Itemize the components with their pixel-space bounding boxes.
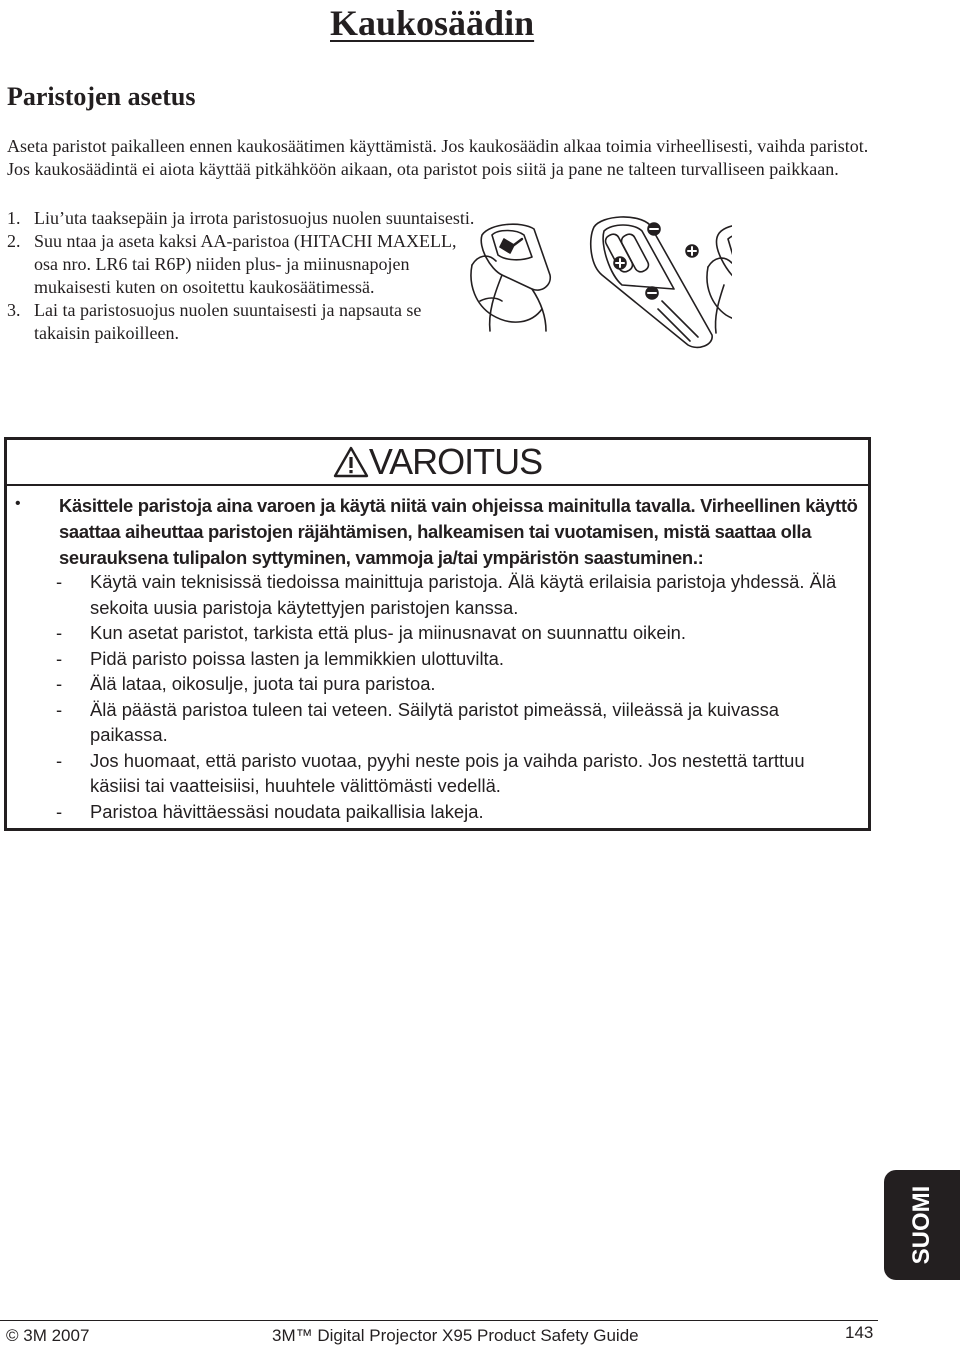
warning-list-item (53, 646, 853, 672)
step-item (7, 207, 477, 230)
warning-list-item (53, 697, 853, 748)
warning-item-text: Pidä paristo poissa lasten ja lemmikkien ulottuvilta. (90, 647, 504, 669)
warning-list-item (53, 620, 853, 646)
dash-marker: - (56, 647, 63, 669)
section-heading: Paristojen asetus (7, 82, 196, 111)
step1-hand-remote (471, 224, 550, 331)
warning-item-text: Jos huomaat, että paristo vuotaa, pyyhi neste pois ja vaihda paristo. Jos nestettä tarttuu käsiisi tai vaatteisiisi, huuhtele välittömästi vedellä. (90, 749, 805, 796)
dash-marker: - (56, 698, 63, 720)
step-number: 3. (7, 300, 21, 320)
warning-item-text: Paristoa hävittäessäsi noudata paikallisia lakeja. (90, 800, 484, 822)
warning-item-text: Älä päästä paristoa tuleen tai veteen. Säilytä paristot pimeässä, viileässä ja kuivassa paikassa. (90, 698, 780, 745)
step-text: Suu ntaa ja aseta kaksi AA-paristoa (HITACHI MAXELL, osa nro. LR6 tai R6P) niiden plus- ja miinusnapojen mukaisesti kuten on osoitettu kaukosäätimessä. (34, 231, 457, 297)
intro-paragraph: Aseta paristot paikalleen ennen kaukosäätimen käyttämistä. Jos kaukosäädin alkaa toimia virheellisesti, vaihda paristot. Jos kaukosäädintä ei aiota käyttää pitkähköön aikaan, ota paristot pois siitä ja pane ne talteen turvalliseen paikkaan. (7, 136, 869, 179)
dash-marker: - (56, 673, 63, 694)
warning-item-text: Älä lataa, oikosulje, juota tai pura paristoa. (90, 673, 436, 694)
warning-list (53, 569, 853, 824)
footer-divider (0, 1320, 878, 1321)
warning-main-text: Käsittele paristoja aina varoen ja käytä niitä vain ohjeissa mainitulla tavalla. Virheellinen käyttö saattaa aiheuttaa paristojen räjähtämisen, halkeamisen tai vuotamisen, mistä saattaa olla seurauksena tulipalon syttyminen, vammoja ja/tai ympäristön saastuminen.: (59, 495, 858, 568)
warning-list-item (53, 671, 853, 697)
page-title: Kaukosäädin (330, 3, 535, 43)
step-text: Liu’uta taaksepäin ja irrota paristosuojus nuolen suuntaisesti. (34, 208, 475, 228)
step-item (7, 230, 477, 299)
warning-title: VAROITUS (368, 441, 543, 482)
footer-guide-title: 3M™ Digital Projector X95 Product Safety Guide (272, 1326, 639, 1345)
step-text: Lai ta paristosuojus nuolen suuntaisesti ja napsauta se takaisin paikoilleen. (34, 300, 422, 343)
remote-battery-steps-illustration (462, 205, 732, 355)
warning-title-bar (7, 440, 868, 486)
warning-item-text: Kun asetat paristot, tarkista että plus- ja miinusnavat on suunnattu oikein. (90, 622, 686, 643)
warning-list-item (53, 799, 853, 825)
warning-triangle-icon (333, 446, 369, 478)
warning-list-item (53, 569, 853, 620)
bullet-icon: • (15, 495, 21, 512)
language-tab (884, 1170, 960, 1280)
step2-remote-batteries (591, 217, 712, 347)
dash-marker: - (56, 571, 63, 592)
dash-marker: - (56, 622, 63, 643)
page-number: 143 (845, 1323, 874, 1342)
step3-hand-remote (707, 225, 732, 333)
step-item (7, 299, 477, 345)
dash-marker: - (56, 749, 63, 771)
warning-item-text: Käytä vain teknisissä tiedoissa mainittuja paristoja. Älä käytä erilaisia paristoja yhdessä. Älä sekoita uusia paristoja käytettyjen paristojen kanssa. (90, 571, 837, 618)
language-tab-label: SUOMI (908, 1185, 935, 1265)
step-number: 2. (7, 231, 21, 251)
warning-list-item (53, 748, 853, 799)
step-number: 1. (7, 208, 21, 228)
dash-marker: - (56, 800, 63, 822)
warning-box (4, 437, 871, 831)
steps-list (7, 207, 477, 345)
footer-copyright: © 3M 2007 (6, 1326, 90, 1345)
